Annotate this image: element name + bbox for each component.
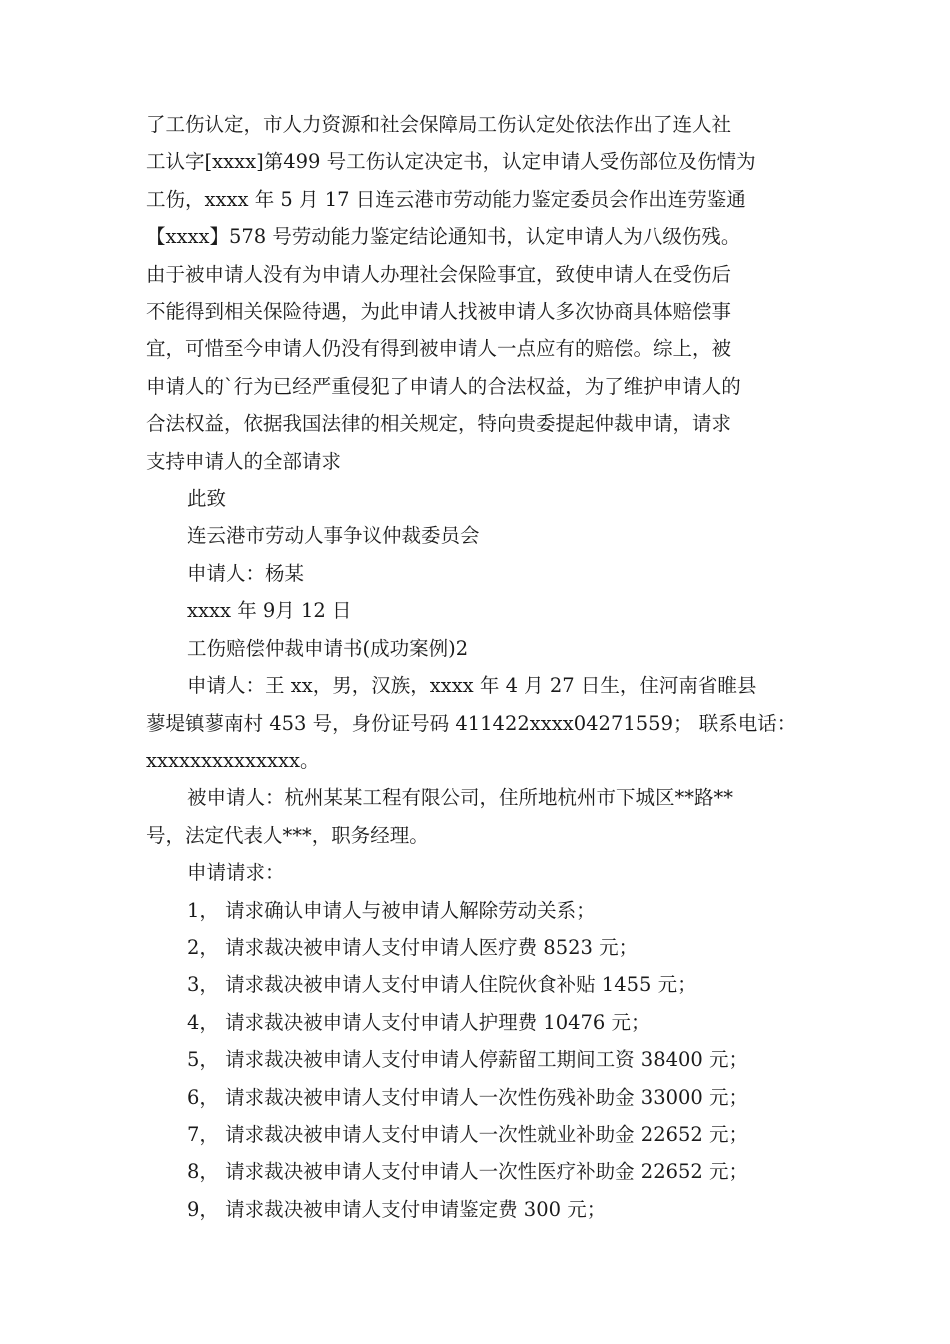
request-item: 8， 请求裁决被申请人支付申请人一次性医疗补助金 22652 元； [187,1160,749,1184]
applicant-signature: 申请人：杨某 [187,561,305,585]
applicant-line: 申请人：王 xx，男，汉族，xxxx 年 4 月 27 日生，住河南省睢县 [187,674,757,698]
requests-heading: 申请请求： [187,861,285,885]
request-item: 3， 请求裁决被申请人支付申请人住院伙食补贴 1455 元； [187,973,697,997]
closing-text: 此致 [187,487,227,511]
body-line: 工认字[xxxx]第499 号工伤认定决定书，认定申请人受伤部位及伤情为 [146,150,756,174]
body-line: 宜，可惜至今申请人仍没有得到被申请人一点应有的赔偿。综上，被 [146,337,732,361]
body-line: 合法权益，依据我国法律的相关规定，特向贵委提起仲裁申请，请求 [146,412,732,436]
request-item: 9， 请求裁决被申请人支付申请鉴定费 300 元； [187,1197,607,1221]
request-item: 4， 请求裁决被申请人支付申请人护理费 10476 元； [187,1010,651,1034]
request-item: 7， 请求裁决被申请人支付申请人一次性就业补助金 22652 元； [187,1122,749,1146]
request-item: 5， 请求裁决被申请人支付申请人停薪留工期间工资 38400 元； [187,1048,749,1072]
body-line: 工伤，xxxx 年 5 月 17 日连云港市劳动能力鉴定委员会作出连劳鉴通 [146,187,746,211]
respondent-line: 号，法定代表人***，职务经理。 [146,823,429,847]
body-line: 【xxxx】578 号劳动能力鉴定结论通知书，认定申请人为八级伤残。 [146,225,741,249]
request-item: 6， 请求裁决被申请人支付申请人一次性伤残补助金 33000 元； [187,1085,749,1109]
applicant-line: xxxxxxxxxxxxxx。 [146,748,320,772]
date-text: xxxx 年 9月 12 日 [187,599,352,623]
body-line: 支持申请人的全部请求 [146,449,342,473]
section-title: 工伤赔偿仲裁申请书(成功案例)2 [187,636,469,660]
body-line: 申请人的`行为已经严重侵犯了申请人的合法权益，为了维护申请人的 [146,374,741,398]
applicant-line: 蓼堤镇蓼南村 453 号，身份证号码 411422xxxx04271559； 联系电话： [146,711,797,735]
recipient-text: 连云港市劳动人事争议仲裁委员会 [187,524,480,548]
body-line: 了工伤认定，市人力资源和社会保障局工伤认定处依法作出了连人社 [146,113,732,136]
respondent-line: 被申请人：杭州某某工程有限公司，住所地杭州市下城区**路** [187,786,734,810]
body-line: 不能得到相关保险待遇，为此申请人找被申请人多次协商具体赔偿事 [146,300,732,324]
document-body [146,106,808,1228]
body-line: 由于被申请人没有为申请人办理社会保险事宜，致使申请人在受伤后 [146,262,732,286]
request-item: 2， 请求裁决被申请人支付申请人医疗费 8523 元； [187,935,639,959]
request-item: 1， 请求确认申请人与被申请人解除劳动关系； [187,898,596,922]
